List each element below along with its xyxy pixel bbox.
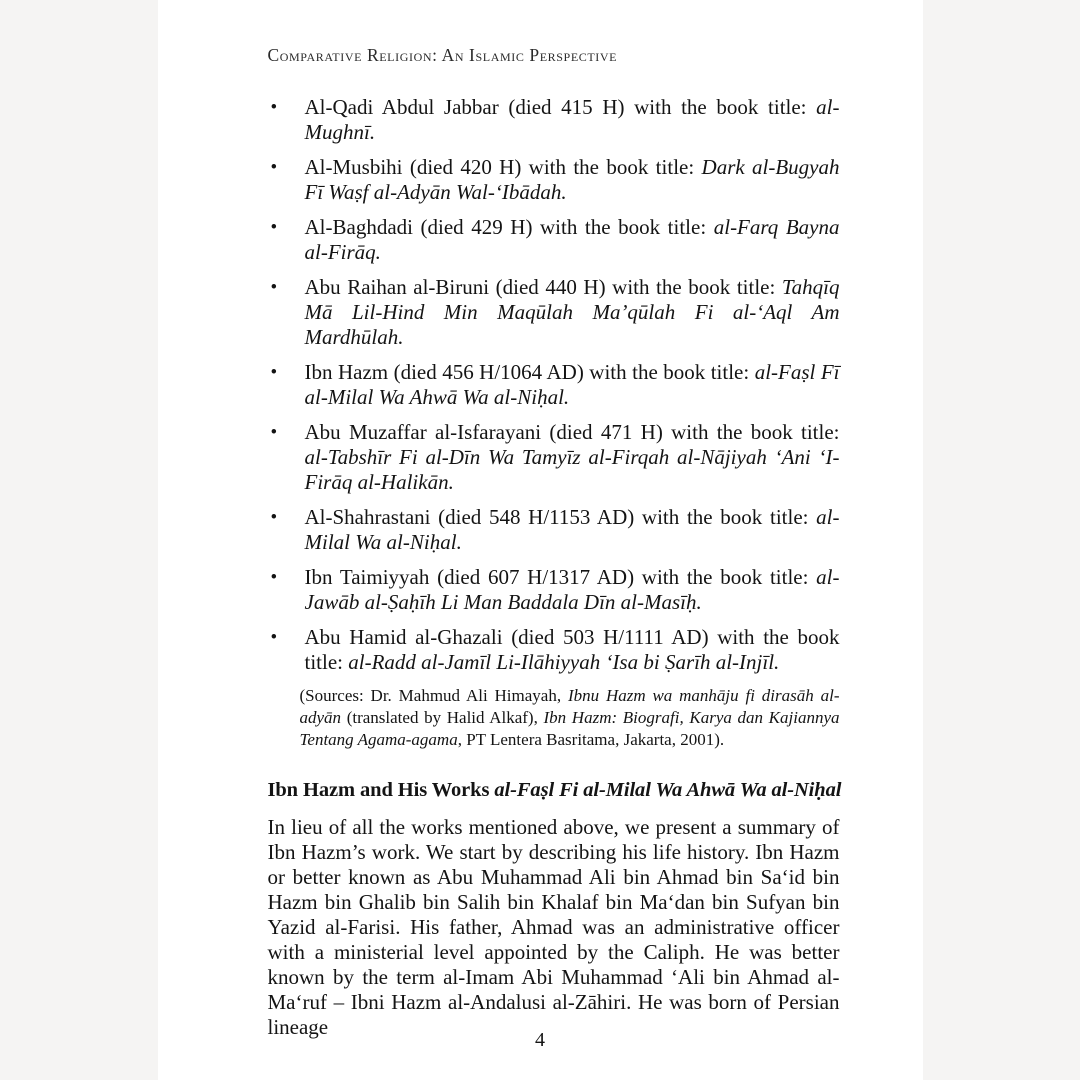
bullet-icon: • (270, 627, 278, 648)
list-item-text: Ibn Hazm (died 456 H/1064 AD) with the book title: (304, 360, 755, 384)
list-item-text: Abu Hamid al-Ghazali (died 503 H/1111 AD) with the book title: (304, 625, 840, 674)
sources-cited-title: Ibnu Hazm wa manhāju fi dirasāh al-adyān (299, 686, 840, 727)
bullet-icon: • (270, 217, 278, 238)
book-title: Tahqīq Mā Lil-Hind Min Maqūlah Ma’qūlah Fi al-ʻAql Am Mardhūlah. (304, 275, 840, 349)
bullet-icon: • (270, 422, 278, 443)
body-paragraph: In lieu of all the works mentioned above, we present a summary of Ibn Hazm’s work. We start by describing his life history. Ibn Hazm or better known as Abu Muhammad Ali bin Ahmad bin Saʻid bin Hazm bin Ghalib bin Salih bin Khalaf bin Maʻdan bin Sufyan bin Yazid al-Farisi. His father, Ahmad was an administrative officer with a ministerial level appointed by the Caliph. He was better known by the term al-Imam Abi Muhammad ʻAli bin Ahmad al-Maʻruf – Ibni Hazm al-Andalusi al-Zāhiri. He was born of Persian lineage (267, 815, 840, 1039)
bullet-icon: • (270, 567, 278, 588)
list-item (268, 360, 840, 410)
list-item (268, 215, 840, 265)
list-item (268, 275, 840, 350)
list-item (268, 625, 840, 675)
list-item (268, 565, 840, 615)
list-item-text: Al-Musbihi (died 420 H) with the book title: (304, 155, 702, 179)
bullet-icon: • (270, 507, 278, 528)
book-title: al-Jawāb al-Ṣaḥīh Li Man Baddala Dīn al-Masīḥ. (304, 565, 840, 614)
book-page (158, 0, 923, 1080)
list-item-text: Al-Shahrastani (died 548 H/1153 AD) with the book title: (304, 505, 817, 529)
list-item-text: Abu Raihan al-Biruni (died 440 H) with the book title: (304, 275, 782, 299)
book-title: al-Tabshīr Fi al-Dīn Wa Tamyīz al-Firqah al-Nājiyah ʻAni ʻI-Firāq al-Halikān. (304, 445, 840, 494)
book-title: al-Farq Bayna al-Firāq. (304, 215, 840, 264)
bullet-icon: • (270, 277, 278, 298)
section-heading (268, 777, 840, 804)
list-item-text: Al-Baghdadi (died 429 H) with the book title: (304, 215, 714, 239)
book-title: al-Faṣl Fī al-Milal Wa Ahwā Wa al-Niḥal. (304, 360, 840, 409)
section-heading-text: Ibn Hazm and His Works (267, 779, 495, 801)
book-title: al-Milal Wa al-Niḥal. (304, 505, 840, 554)
list-item (268, 155, 840, 205)
section-heading-book-title: al-Faṣl Fi al-Milal Wa Ahwā Wa al-Niḥal (494, 779, 842, 801)
scholar-book-list (268, 95, 840, 675)
list-item-text: Abu Muzaffar al-Isfarayani (died 471 H) with the book title: (304, 420, 840, 444)
running-header: Comparative Religion: An Islamic Perspective (267, 45, 618, 65)
list-item (268, 420, 840, 495)
sources-segment: (translated by Halid Alkaf), (341, 708, 544, 727)
book-title: al-Radd al-Jamīl Li-Ilāhiyyah ʻIsa bi Ṣarīh al-Injīl. (348, 650, 780, 674)
list-item-text: Al-Qadi Abdul Jabbar (died 415 H) with the book title: (304, 95, 817, 119)
page-number: 4 (535, 1029, 545, 1051)
sources-segment: , PT Lentera Basritama, Jakarta, 2001). (457, 730, 725, 749)
bullet-icon: • (270, 97, 278, 118)
book-title: al-Mughnī. (304, 95, 840, 144)
list-item (268, 505, 840, 555)
list-item (268, 95, 840, 145)
sources-note (300, 685, 840, 751)
book-title: Dark al-Bugyah Fī Waṣf al-Adyān Wal-ʻIbādah. (304, 155, 840, 204)
bullet-icon: • (270, 157, 278, 178)
sources-segment: (Sources: Dr. Mahmud Ali Himayah, (299, 686, 568, 705)
list-item-text: Ibn Taimiyyah (died 607 H/1317 AD) with the book title: (304, 565, 817, 589)
bullet-icon: • (270, 362, 278, 383)
sources-cited-title: Ibn Hazm: Biografi, Karya dan Kajiannya Tentang Agama-agama (299, 708, 840, 749)
